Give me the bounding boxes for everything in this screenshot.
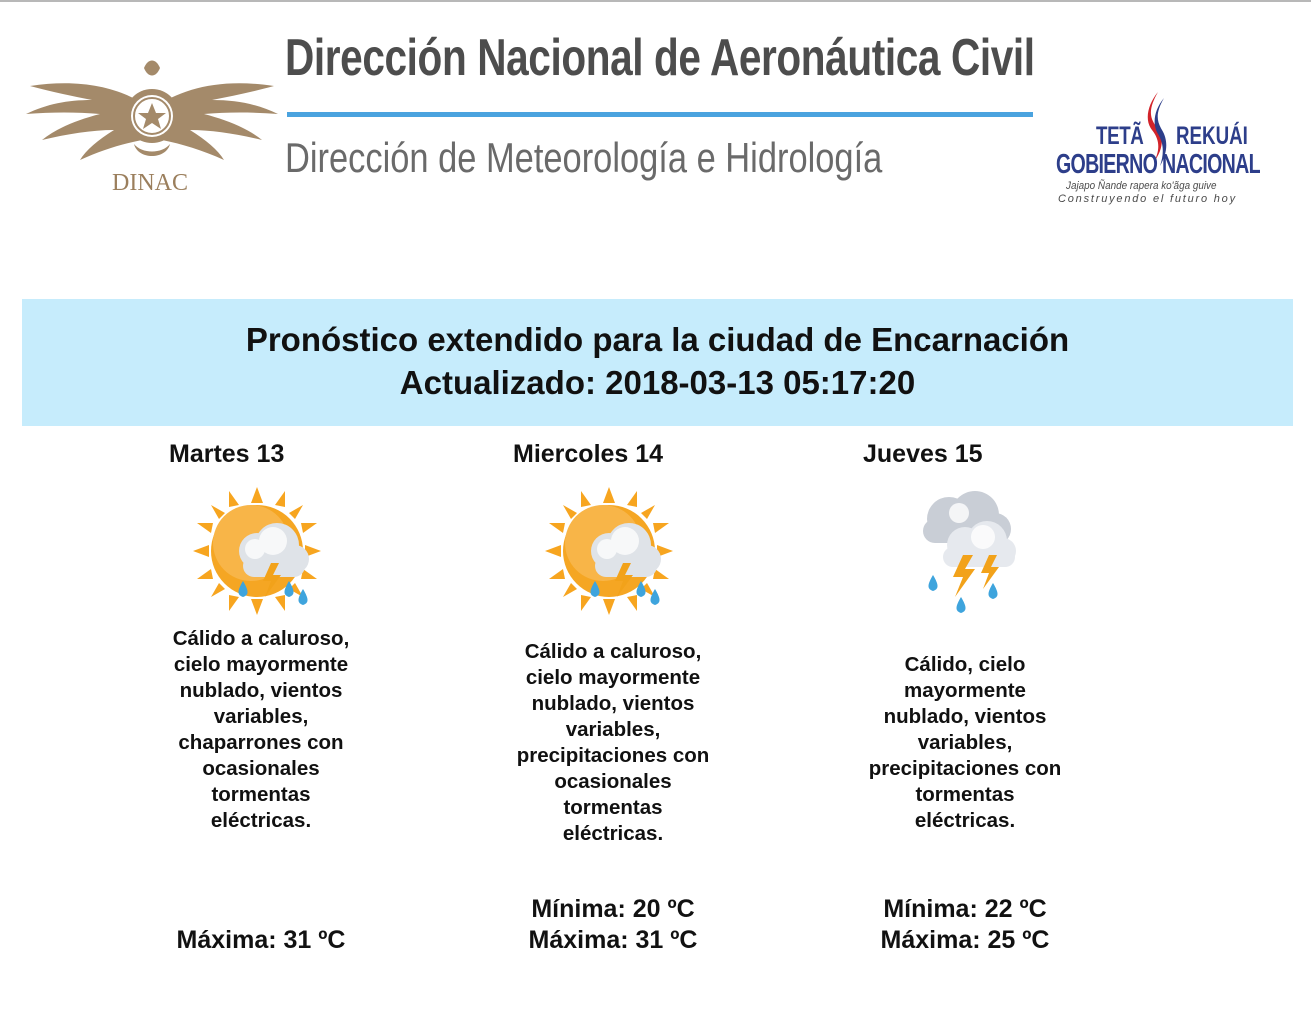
day-name: Miercoles 14 xyxy=(513,440,664,468)
day-max-temp: Máxima: 25 ºC xyxy=(880,926,1050,954)
gov-rekuai: REKUÁI xyxy=(1176,122,1248,150)
day-description: Cálido a caluroso, cielo mayormente nublado, vientos variables, precipitaciones con ocasionales tormentas eléctricas. xyxy=(516,640,710,845)
sun-storm-rain-icon xyxy=(543,485,675,617)
day-min-temp: Mínima: 20 ºC xyxy=(531,895,695,923)
forecast-day-card xyxy=(493,440,833,980)
gov-gobierno: GOBIERNO xyxy=(1056,148,1158,179)
day-min-temp: Mínima: 22 ºC xyxy=(883,895,1047,923)
day-description: Cálido, cielo mayormente nublado, vientos variables, precipitaciones con tormentas eléctricas. xyxy=(868,653,1062,832)
gov-tagline-spanish: Construyendo el futuro hoy xyxy=(1058,193,1237,205)
day-max-temp: Máxima: 31 ºC xyxy=(176,926,346,954)
gobierno-nacional-logo xyxy=(1052,92,1282,210)
title-divider xyxy=(287,112,1033,117)
forecast-title: Pronóstico extendido para la ciudad de Encarnación xyxy=(245,321,1070,358)
cloud-storm-rain-icon xyxy=(903,485,1035,617)
day-max-temp: Máxima: 31 ºC xyxy=(528,926,698,954)
forecast-banner xyxy=(22,299,1293,426)
forecast-day-card xyxy=(141,440,481,980)
org-title: Dirección Nacional de Aeronáutica Civil xyxy=(285,29,1035,87)
updated-timestamp: Actualizado: 2018-03-13 05:17:20 xyxy=(399,364,916,401)
gov-teta: TETÃ xyxy=(1096,122,1144,150)
dinac-label: DINAC xyxy=(112,170,188,196)
day-name: Martes 13 xyxy=(169,440,285,468)
day-name: Jueves 15 xyxy=(863,440,983,468)
gov-nacional: NACIONAL xyxy=(1162,148,1260,179)
org-subtitle: Dirección de Meteorología e Hidrología xyxy=(285,134,883,181)
gov-tagline-guarani: Jajapo Ñande rapera ko'ãga guive xyxy=(1066,180,1217,192)
day-description: Cálido a caluroso, cielo mayormente nublado, vientos variables, chaparrones con ocasionales tormentas eléctricas. xyxy=(172,627,350,832)
page-header xyxy=(0,0,1311,230)
sun-storm-rain-icon xyxy=(191,485,323,617)
forecast-day-card xyxy=(845,440,1185,980)
